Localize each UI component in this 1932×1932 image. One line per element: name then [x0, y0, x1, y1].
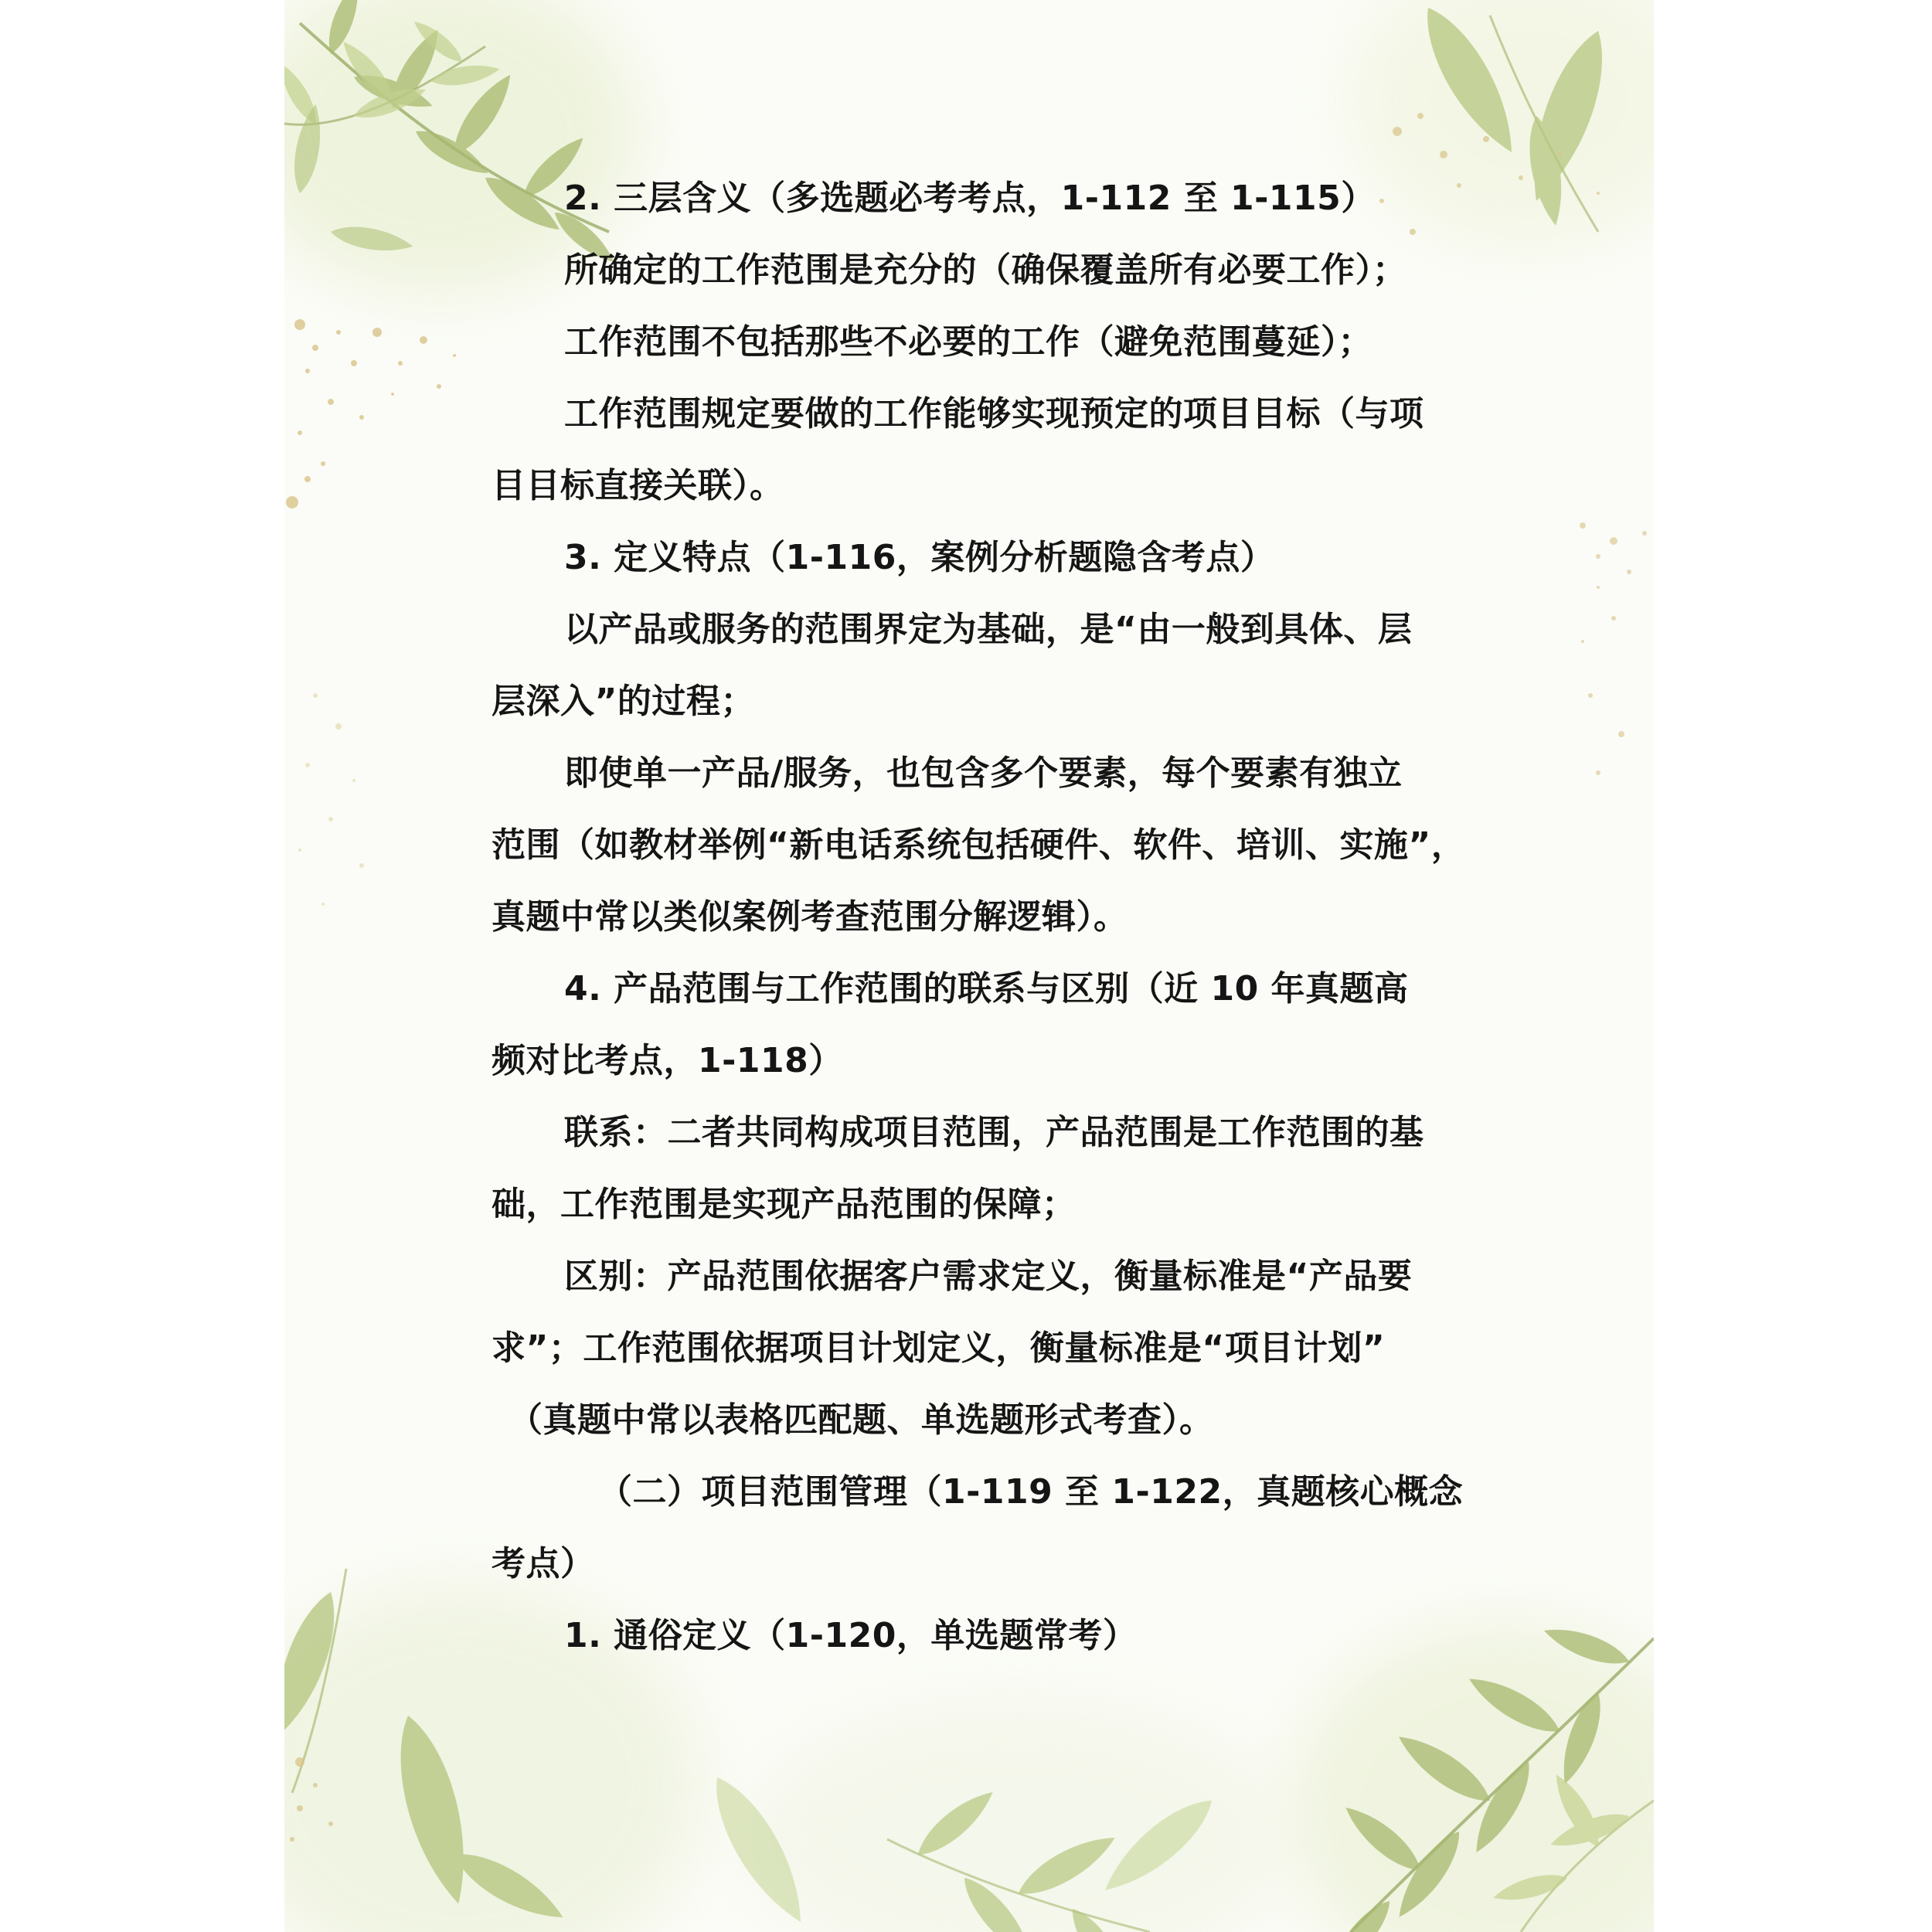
section-heading-3: 3. 定义特点（1-116，案例分析题隐含考点）: [564, 538, 1275, 577]
section-heading-4: 4. 产品范围与工作范围的联系与区别（近 10 年真题高 频对比考点，1-118）: [492, 969, 1409, 1080]
section-heading-part-2: （二）项目范围管理（1-119 至 1-122，真题核心概念 考点）: [492, 1472, 1464, 1583]
paragraph: 联系：二者共同构成项目范围，产品范围是工作范围的基 础，工作范围是实现产品范围的保障；: [492, 1113, 1424, 1224]
paragraph: 即使单一产品/服务，也包含多个要素，每个要素有独立 范围（如教材举例“新电话系统包括硬件、软件、培训、实施”， 真题中常以类似案例考查范围分解逻辑）。: [492, 753, 1466, 937]
gold-speckles-left: [286, 319, 456, 509]
document-page: [284, 0, 1654, 1932]
paragraph: 工作范围规定要做的工作能够实现预定的项目目标（与项 目目标直接关联）。: [492, 394, 1424, 505]
leaf-branch-bottom-center: [699, 1767, 1223, 1932]
document-body: [492, 162, 1466, 1672]
gold-speckles-left-mid: [298, 693, 364, 906]
paragraph: 所确定的工作范围是充分的（确保覆盖所有必要工作）；: [564, 250, 1407, 290]
section-heading-1: 1. 通俗定义（1-120，单选题常考）: [564, 1616, 1138, 1655]
gold-speckles-right: [1580, 522, 1647, 775]
paragraph: 以产品或服务的范围界定为基础，是“由一般到具体、层 层深入”的过程；: [492, 610, 1413, 721]
paragraph: 区别：产品范围依据客户需求定义，衡量标准是“产品要 求”；工作范围依据项目计划定义，衡量标准是“项目计划” （真题中常以表格匹配题、单选题形式考查）。: [492, 1257, 1413, 1440]
section-heading-2: 2. 三层含义（多选题必考考点，1-112 至 1-115）: [564, 179, 1376, 218]
paragraph: 工作范围不包括那些不必要的工作（避免范围蔓延）；: [564, 322, 1372, 362]
